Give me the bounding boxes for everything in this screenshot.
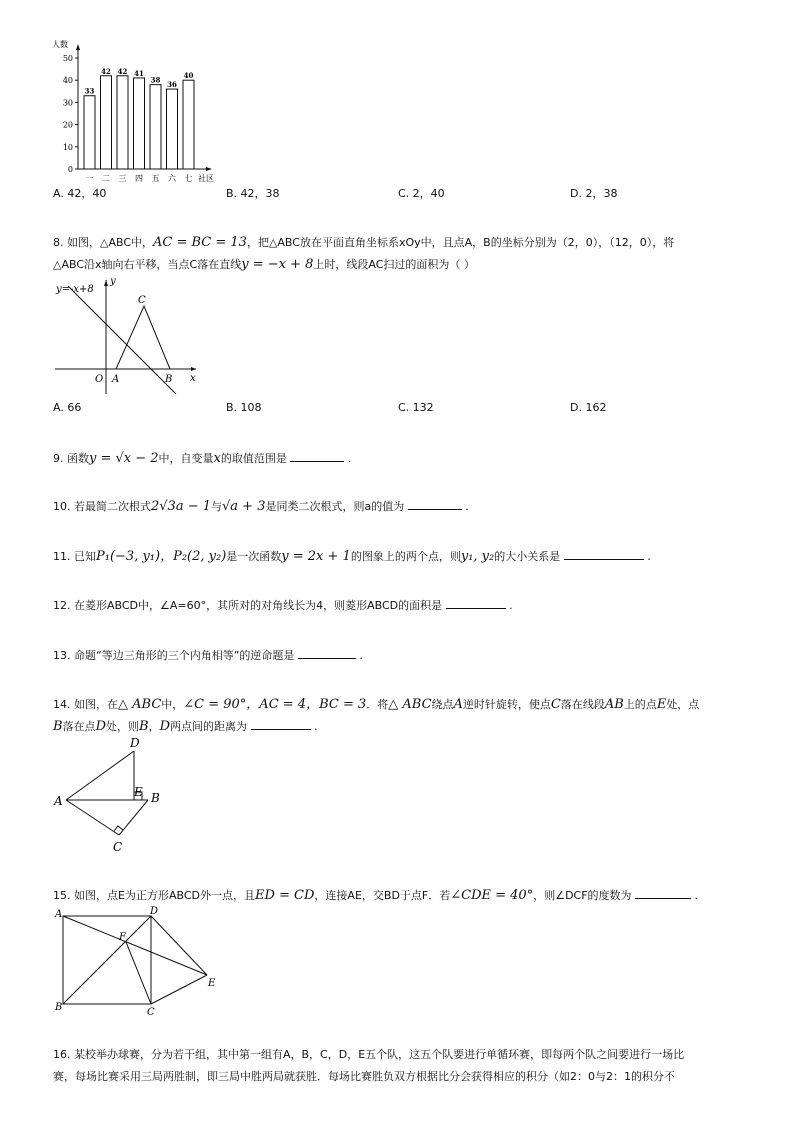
- bar: [183, 80, 194, 169]
- q14-a-label: A: [54, 794, 63, 808]
- bar-value-label: 41: [134, 68, 144, 78]
- category-label: 六: [168, 174, 176, 183]
- q11: 11. 已知P₁(−3, y₁)，P₂(2, y₂)是一次函数y = 2x + 1的图象上的两个点，则y₁, y₂的大小关系是 .: [53, 549, 651, 564]
- q15-answer-blank[interactable]: [635, 888, 691, 899]
- category-label: 七: [184, 174, 193, 183]
- y-tick-label: 50: [62, 54, 73, 63]
- category-label: 四: [135, 174, 143, 183]
- q10-answer-blank[interactable]: [408, 499, 462, 510]
- q15-c-label: C: [147, 1007, 155, 1018]
- bar: [84, 96, 95, 169]
- bar: [117, 76, 128, 169]
- q14-answer-blank[interactable]: [251, 719, 311, 730]
- q8-y-label: y: [110, 276, 116, 287]
- x-axis-arrow: [206, 167, 212, 171]
- q7-option-a: A. 42，40: [53, 187, 107, 200]
- x-axis-label: 社区: [198, 174, 214, 183]
- y-axis-arrow: [76, 44, 80, 50]
- q8-line1: 8. 如图，△ABC中，AC = BC = 13，把△ABC放在平面直角坐标系xOy中，且点A，B的坐标分别为（2，0），（12，0），将: [53, 235, 675, 250]
- q15-f-label: F: [119, 932, 126, 943]
- y-tick-label: 20: [62, 120, 73, 130]
- q14-line1: 14. 如图，在△ ABC中，∠C = 90°，AC = 4，BC = 3．将△ ABC绕点A逆时针旋转，使点C落在线段AB上的点E处，点: [53, 697, 700, 712]
- q10: 10. 若最简二次根式2√3a − 1与√a + 3是同类二次根式，则a的值为 .: [53, 499, 469, 514]
- category-label: 一: [85, 174, 94, 183]
- category-label: 三: [118, 174, 127, 183]
- bar-value-label: 33: [84, 86, 95, 96]
- q8-x-label: x: [190, 373, 196, 384]
- bar: [101, 76, 112, 169]
- q16-line2: 赛，每场比赛采用三局两胜制，即三局中胜两局就获胜．每场比赛胜负双方根据比分会获得相应的积分（如2：0与2：1的积分不: [53, 1070, 675, 1083]
- bar: [150, 85, 161, 169]
- y-tick-label: 0: [67, 165, 73, 174]
- bar: [134, 78, 145, 169]
- q15-e-label: E: [208, 978, 216, 989]
- bar-value-label: 40: [183, 71, 194, 81]
- q8-option-b: B. 108: [226, 401, 262, 414]
- q8-option-a: A. 66: [53, 401, 82, 414]
- q8-a-label: A: [112, 374, 120, 385]
- q12: 12. 在菱形ABCD中，∠A=60°，其所对的对角线长为4，则菱形ABCD的面积是 .: [53, 599, 513, 612]
- q15: 15. 如图，点E为正方形ABCD外一点，且ED = CD，连接AE，交BD于点F．若∠CDE = 40°，则∠DCF的度数为 .: [53, 888, 699, 903]
- q16-line1: 16. 某校举办球赛，分为若干组，其中第一组有A，B，C，D，E五个队，这五个队要进行单循环赛，即每两个队之间要进行一场比: [53, 1048, 685, 1061]
- q15-figure: [50, 906, 222, 1018]
- q12-answer-blank[interactable]: [446, 598, 506, 609]
- bar-value-label: 42: [101, 66, 111, 76]
- bar-value-label: 36: [167, 80, 177, 90]
- q14-c-label: C: [113, 840, 123, 854]
- y-axis-label: 人数: [52, 40, 68, 49]
- q8-line2: △ABC沿x轴向右平移，当点C落在直线y = −x + 8上时，线段AC扫过的面积为（ ）: [53, 257, 475, 272]
- category-label: 五: [151, 174, 160, 183]
- q14-b-label: B: [151, 791, 160, 805]
- y-tick-label: 10: [62, 142, 73, 152]
- y-tick-label: 40: [62, 76, 73, 86]
- q8-figure: [52, 276, 202, 400]
- q14-e-label: E: [134, 785, 143, 799]
- q8-o-label: O: [95, 374, 104, 385]
- q11-answer-blank[interactable]: [564, 549, 644, 560]
- q7-option-d: D. 2，38: [570, 187, 618, 200]
- q9-answer-blank[interactable]: [290, 451, 344, 462]
- q7-option-c: C. 2，40: [398, 187, 445, 200]
- q8-b-label: B: [165, 374, 173, 385]
- q14-figure: [50, 734, 170, 856]
- bar-value-label: 38: [150, 75, 161, 85]
- q15-a-label: A: [55, 909, 63, 920]
- q8-c-label: C: [138, 295, 146, 306]
- q8-option-c: C. 132: [398, 401, 434, 414]
- q14-line2: B落在点D处，则B，D两点间的距离为 .: [53, 719, 318, 734]
- category-label: 二: [102, 174, 110, 183]
- q15-d-label: D: [150, 906, 159, 917]
- bar-value-label: 42: [117, 66, 128, 76]
- q7-option-b: B. 42，38: [226, 187, 280, 200]
- q8-line-label: y=-x+8: [56, 284, 94, 295]
- q9: 9. 函数y = √x − 2中，自变量x的取值范围是 .: [53, 451, 352, 466]
- q14-d-label: D: [130, 736, 140, 750]
- q15-b-label: B: [55, 1002, 63, 1013]
- bar: [167, 89, 178, 169]
- q8-option-d: D. 162: [570, 401, 607, 414]
- q13-answer-blank[interactable]: [298, 648, 356, 659]
- bar-chart: [50, 38, 230, 186]
- y-tick-label: 30: [62, 98, 73, 108]
- q13: 13. 命题“等边三角形的三个内角相等”的逆命题是 .: [53, 649, 363, 662]
